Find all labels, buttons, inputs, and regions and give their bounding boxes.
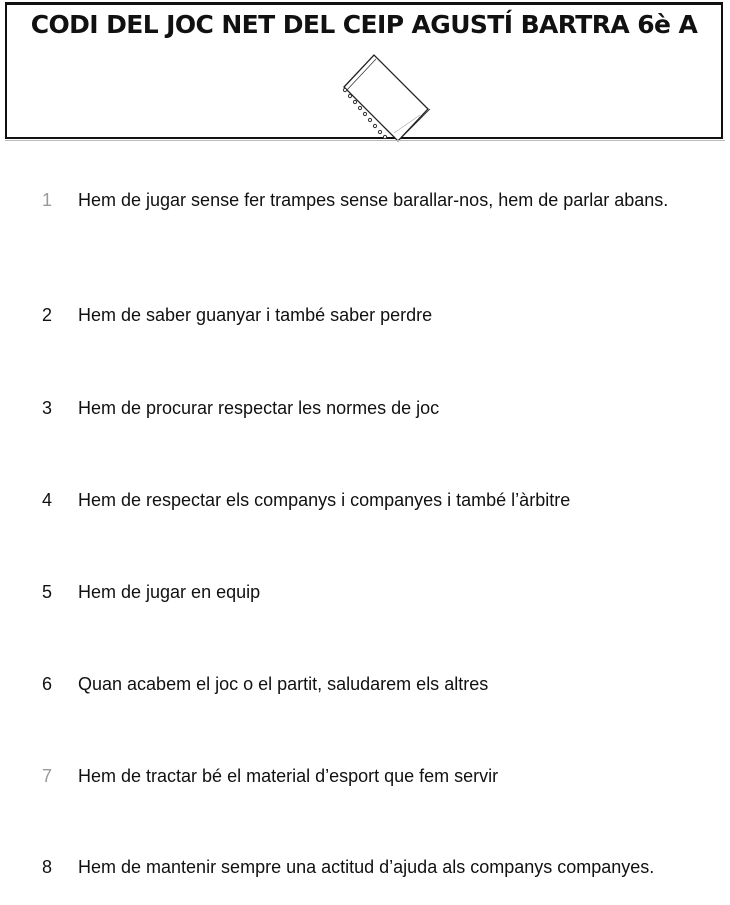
header-box (5, 2, 723, 139)
rule-item (42, 856, 722, 879)
page-title: CODI DEL JOC NET DEL CEIP AGUSTÍ BARTRA 6è A (30, 10, 698, 39)
rule-number: 6 (42, 674, 53, 694)
rule-number: 7 (42, 766, 53, 786)
rule-text: Hem de respectar els companys i companyes i també l’àrbitre (78, 490, 571, 510)
rule-item (42, 304, 722, 327)
rule-item (42, 673, 722, 696)
rule-item (42, 397, 722, 420)
rule-text: Hem de jugar sense fer trampes sense barallar-nos, hem de parlar abans. (78, 190, 669, 210)
rule-item (42, 765, 722, 788)
rule-number: 2 (42, 305, 53, 325)
rule-item (42, 489, 722, 512)
rule-number: 1 (42, 190, 53, 210)
rule-number: 4 (42, 490, 53, 510)
header-divider (5, 140, 725, 141)
rule-number: 8 (42, 857, 53, 877)
rule-text: Quan acabem el joc o el partit, saludarem els altres (78, 674, 489, 694)
rule-number: 5 (42, 582, 53, 602)
rule-text: Hem de mantenir sempre una actitud d’ajuda als companys companyes. (78, 857, 655, 877)
rule-item (42, 581, 722, 604)
rule-number: 3 (42, 398, 53, 418)
notebook-icon (332, 49, 432, 145)
rule-item (42, 189, 722, 212)
rule-text: Hem de procurar respectar les normes de joc (78, 398, 440, 418)
rule-text: Hem de jugar en equip (78, 582, 261, 602)
rule-text: Hem de saber guanyar i també saber perdre (78, 305, 433, 325)
rule-text: Hem de tractar bé el material d’esport que fem servir (78, 766, 499, 786)
